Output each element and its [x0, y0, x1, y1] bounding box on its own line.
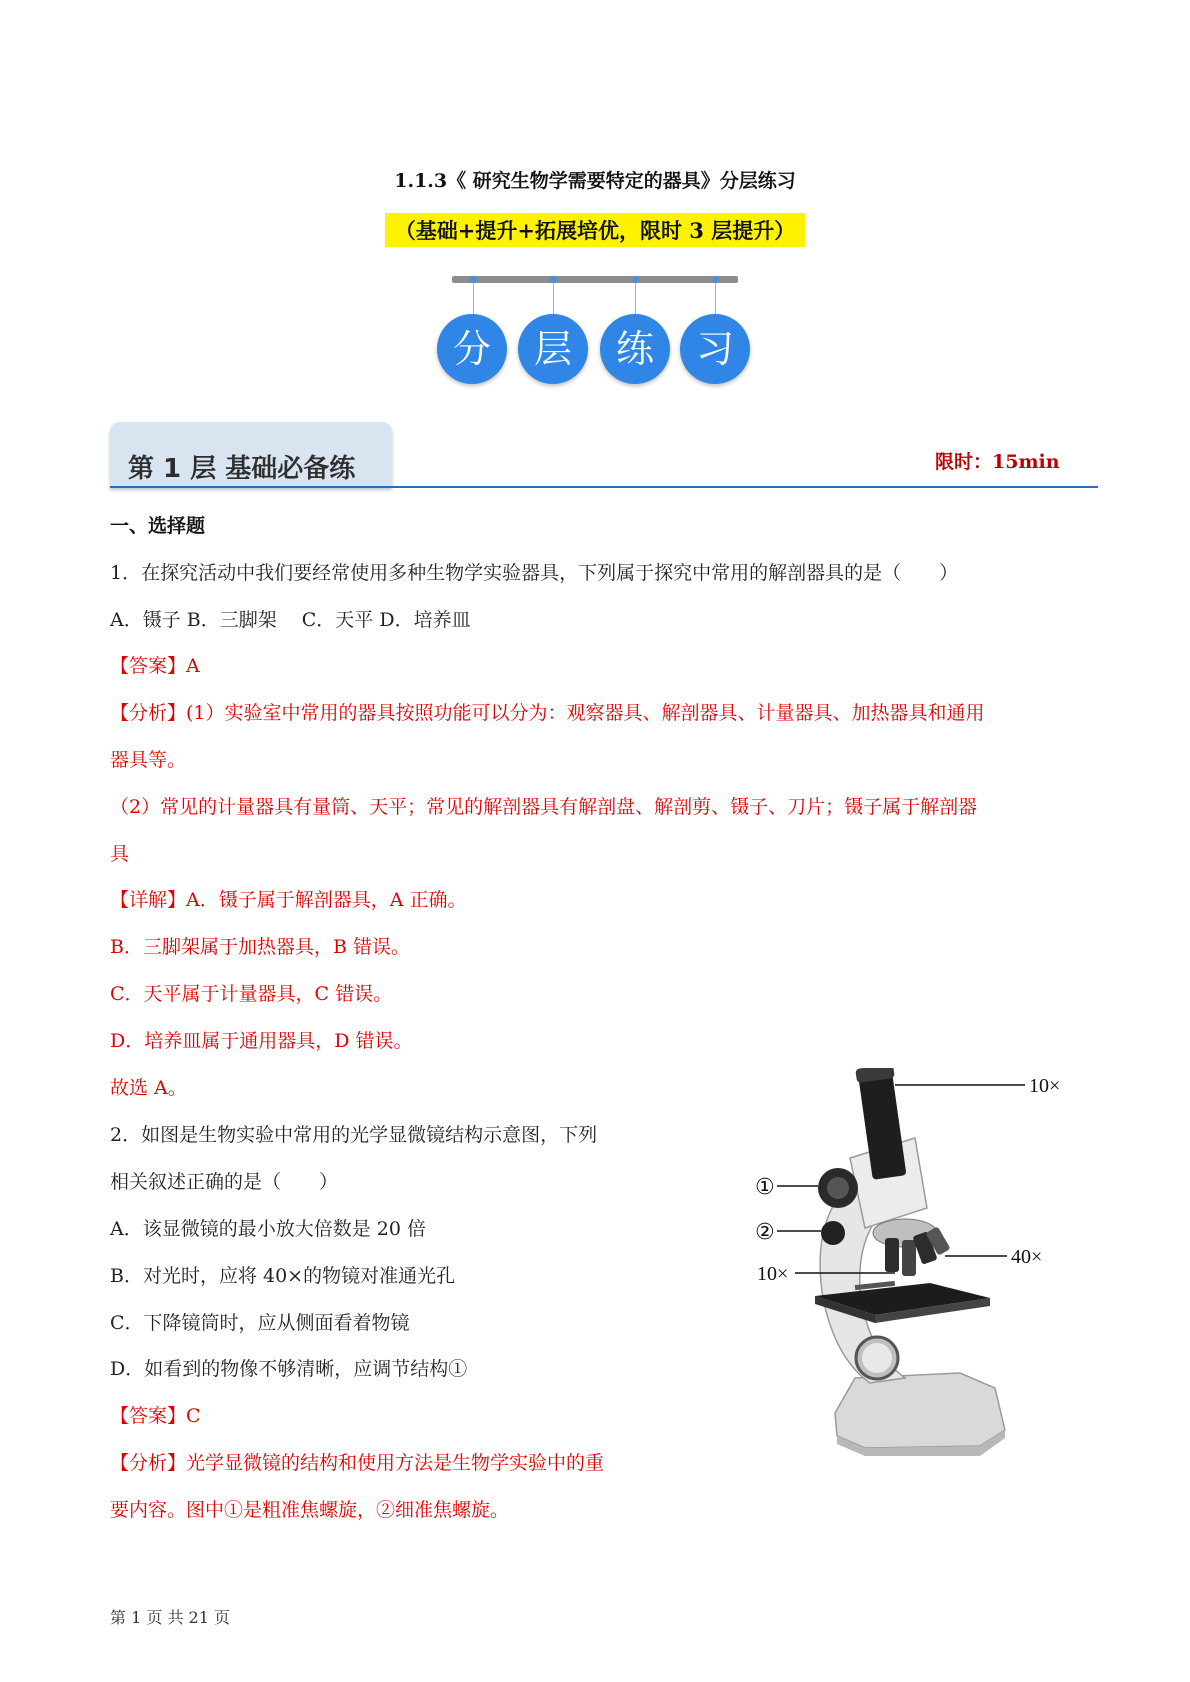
label-coarse: ①: [755, 1175, 775, 1200]
rail-pin: [550, 276, 557, 283]
part-heading: 一、选择题: [110, 515, 206, 537]
document-subtitle: （基础+提升+拓展培优，限时 3 层提升）: [385, 213, 805, 247]
q2-answer: 【答案】C: [110, 1405, 201, 1427]
q2-stem: 2．如图是生物实验中常用的光学显微镜结构示意图，下列: [110, 1124, 598, 1146]
hanging-rail: [452, 276, 738, 283]
circle-char: 层: [518, 314, 588, 384]
time-limit: 限时：15min: [935, 451, 1060, 473]
section-divider: [110, 486, 1098, 488]
objective-40-label: 40×: [1011, 1246, 1043, 1268]
q2-analysis: 【分析】光学显微镜的结构和使用方法是生物学实验中的重: [110, 1452, 605, 1474]
mirror-glass: [862, 1343, 892, 1373]
page-footer: 第 1 页 共 21 页: [110, 1608, 230, 1627]
section-tab-label: 第 1 层 基础必备练: [128, 454, 356, 484]
q1-analysis-2: （2）常见的计量器具有量筒、天平；常见的解剖器具有解剖盘、解剖剪、镊子、刀片；镊子属于解剖器: [110, 796, 978, 818]
q2-option-d: D．如看到的物像不够清晰，应调节结构①: [110, 1358, 468, 1380]
q1-analysis-2-cont: 具: [110, 843, 130, 865]
circle-char: 习: [680, 314, 750, 384]
q1-analysis: 【分析】(1）实验室中常用的器具按照功能可以分为：观察器具、解剖器具、计量器具、加热器具和通用: [110, 702, 985, 724]
label-fine: ②: [755, 1220, 775, 1245]
circle-char: 分: [437, 314, 507, 384]
q2-option-b: B．对光时，应将 40×的物镜对准通光孔: [110, 1265, 456, 1287]
q1-answer: 【答案】A: [110, 655, 200, 677]
q1-detail: 【详解】A．镊子属于解剖器具，A 正确。: [110, 889, 467, 911]
rail-pin: [632, 276, 639, 283]
rail-pin: [712, 276, 719, 283]
q1-options: A．镊子 B．三脚架 C．天平 D．培养皿: [110, 609, 471, 631]
fine-focus-knob: [821, 1221, 845, 1245]
q1-detail-c: C．天平属于计量器具，C 错误。: [110, 983, 393, 1005]
q2-option-c: C．下降镜筒时，应从侧面看着物镜: [110, 1312, 410, 1334]
q2-analysis-cont: 要内容。图中①是粗准焦螺旋，②细准焦螺旋。: [110, 1499, 510, 1521]
objective-lens: [902, 1240, 916, 1276]
microscope-base: [835, 1373, 1005, 1448]
objective-lens: [885, 1238, 899, 1272]
eyepiece-label: 10×: [1029, 1075, 1061, 1097]
document-title: 1.1.3《 研究生物学需要特定的器具》分层练习: [394, 170, 796, 192]
q1-stem: 1．在探究活动中我们要经常使用多种生物学实验器具，下列属于探究中常用的解剖器具的是（ ）: [110, 562, 959, 584]
microscope-figure: [755, 1068, 1090, 1458]
subtitle-wrap: [0, 213, 1190, 247]
q2-stem-cont: 相关叙述正确的是（ ）: [110, 1171, 339, 1193]
q2-option-a: A．该显微镜的最小放大倍数是 20 倍: [110, 1218, 426, 1240]
rail-pin: [470, 276, 477, 283]
q1-choose: 故选 A。: [110, 1077, 187, 1099]
q1-detail-b: B．三脚架属于加热器具，B 错误。: [110, 936, 410, 958]
circle-char: 练: [600, 314, 670, 384]
coarse-focus-knob-center: [827, 1177, 849, 1199]
q1-detail-d: D．培养皿属于通用器具，D 错误。: [110, 1030, 413, 1052]
q1-analysis-cont: 器具等。: [110, 749, 187, 771]
objective-10-label: 10×: [757, 1263, 789, 1285]
